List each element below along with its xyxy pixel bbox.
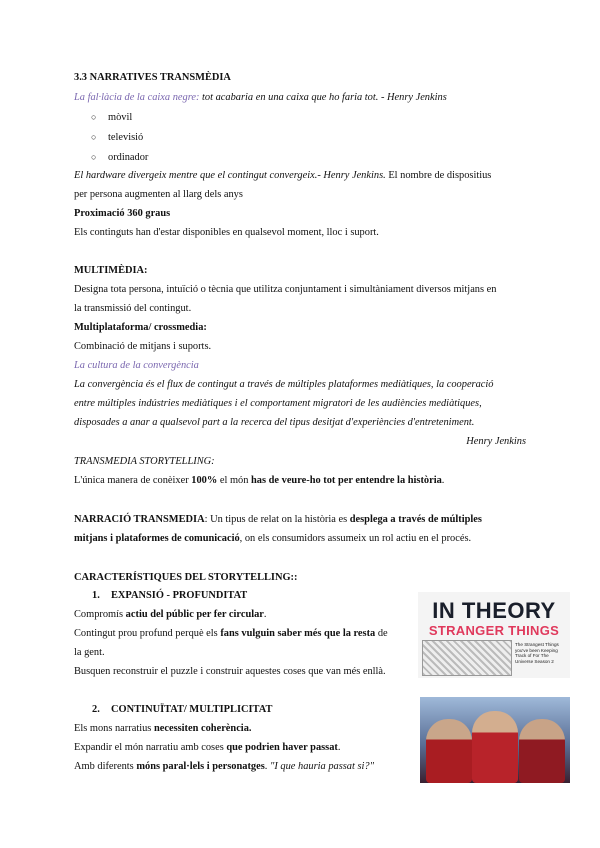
multimedia-heading: MULTIMÈDIA: xyxy=(74,265,148,276)
storytelling-text-c: el món xyxy=(217,475,252,486)
item1-title: EXPANSIÓ - PROFUNDITAT xyxy=(111,590,248,601)
spiderman-figure xyxy=(472,711,518,783)
item2-text: . xyxy=(337,742,341,753)
comic-artwork xyxy=(422,640,512,676)
device-item: mòvil xyxy=(108,112,133,123)
item1-text: de xyxy=(375,628,388,639)
item2-line-3 xyxy=(74,760,374,773)
convergence-culture-title: La cultura de la convergència xyxy=(74,360,199,371)
multimedia-text-2: la transmissió del contingut. xyxy=(74,303,192,314)
convergence-quote-1: La convergència és el flux de contingut a través de múltiples plataformes mediàtiques, la cooperació xyxy=(74,379,494,390)
bullet-circle-icon: ○ xyxy=(91,112,97,122)
item2-text: . xyxy=(264,761,270,772)
characteristics-heading: CARACTERÍSTIQUES DEL STORYTELLING:: xyxy=(74,572,298,583)
hardware-quote: El hardware divergeix mentre que el contingut convergeix.- Henry Jenkins. xyxy=(74,170,386,181)
narracio-line-2 xyxy=(74,532,471,545)
proximity-title: Proximació 360 graus xyxy=(74,208,171,219)
item2-number: 2. xyxy=(92,704,100,715)
in-theory-subtitle: STRANGER THINGS xyxy=(428,623,560,638)
item1-line-3: la gent. xyxy=(74,647,105,658)
item1-bold: actiu del públic per fer circular xyxy=(125,609,264,620)
storytelling-text-e: . xyxy=(441,475,445,486)
item1-bold: fans vulguin saber més que la resta xyxy=(220,628,376,639)
narracio-text-a: : Un tipus de relat on la història es xyxy=(204,514,350,525)
item2-text: Expandir el món narratiu amb coses xyxy=(74,742,227,753)
convergence-author: Henry Jenkins xyxy=(466,436,526,447)
narracio-line-1 xyxy=(74,513,482,526)
storytelling-title: TRANSMEDIA STORYTELLING: xyxy=(74,456,215,467)
item1-text: Compromís xyxy=(74,609,126,620)
storytelling-text-b: 100% xyxy=(191,475,218,486)
item2-bold: que podrien haver passat xyxy=(226,742,338,753)
narracio-label: NARRACIÓ TRANSMEDIA xyxy=(74,514,205,525)
item2-text: Els mons narratius xyxy=(74,723,154,734)
narracio-text-b: desplega a través de múltiples xyxy=(349,514,482,525)
convergence-quote-2: entre múltiples indústries mediàtiques i el comportament migratori de les audiències mediàtiques, xyxy=(74,398,482,409)
fallacy-line xyxy=(74,91,447,104)
item2-line-1 xyxy=(74,722,251,735)
item2-text: Amb diferents xyxy=(74,761,137,772)
fallacy-label: La fal·làcia de la caixa negre: xyxy=(74,92,200,103)
hardware-quote-rest-2: per persona augmenten al llarg dels anys xyxy=(74,189,243,200)
spiderman-image xyxy=(420,697,570,783)
storytelling-text-a: L'única manera de conèixer xyxy=(74,475,192,486)
spiderman-figure xyxy=(426,719,472,783)
in-theory-caption: The Strangest Things you've been Keeping Track of For The Universe Season 2 xyxy=(515,642,559,664)
device-item: ordinador xyxy=(108,152,149,163)
proximity-text: Els continguts han d'estar disponibles en qualsevol moment, lloc i suport. xyxy=(74,227,379,238)
bullet-circle-icon: ○ xyxy=(91,132,97,142)
item2-line-2 xyxy=(74,741,341,754)
hardware-quote-line xyxy=(74,169,491,182)
item1-line-4: Busquen reconstruir el puzzle i construir aquestes coses que van més enllà. xyxy=(74,666,386,677)
crossmedia-text: Combinació de mitjans i suports. xyxy=(74,341,212,352)
item1-text: . xyxy=(263,609,267,620)
storytelling-text-d: has de veure-ho tot per entendre la història xyxy=(251,475,442,486)
spiderman-figure xyxy=(519,719,565,783)
fallacy-text: tot acabaria en una caixa que ho faria tot. - Henry Jenkins xyxy=(199,92,447,103)
storytelling-text xyxy=(74,474,444,487)
item1-number: 1. xyxy=(92,590,100,601)
bullet-circle-icon: ○ xyxy=(91,152,97,162)
item2-bold: móns paral·lels i personatges xyxy=(136,761,265,772)
item2-bold: necessiten coherència. xyxy=(153,723,252,734)
narracio-text-c: mitjans i plataformes de comunicació xyxy=(74,533,240,544)
item2-italic: "I que hauria passat si?" xyxy=(270,761,374,772)
in-theory-image xyxy=(418,592,570,678)
device-item: televisió xyxy=(108,132,144,143)
multimedia-text-1: Designa tota persona, intuïció o tècnia que utilitza conjuntament i simultàniament diversos mitjans en xyxy=(74,284,497,295)
in-theory-title: IN THEORY xyxy=(432,598,556,623)
hardware-quote-rest: El nombre de dispositius xyxy=(385,170,492,181)
crossmedia-title: Multiplataforma/ crossmedia: xyxy=(74,322,207,333)
item2-title: CONTINUÏTAT/ MULTIPLICITAT xyxy=(111,704,273,715)
section-heading: 3.3 NARRATIVES TRANSMÈDIA xyxy=(74,72,231,83)
item1-line-1 xyxy=(74,608,267,621)
item1-text: Contingut prou profund perquè els xyxy=(74,628,221,639)
narracio-text-d: , on els consumidors assumeix un rol actiu en el procés. xyxy=(239,533,472,544)
convergence-quote-3: disposades a anar a qualsevol part a la recerca del tipus desitjat d'experiències d'entreteniment. xyxy=(74,417,475,428)
item1-line-2 xyxy=(74,627,388,640)
